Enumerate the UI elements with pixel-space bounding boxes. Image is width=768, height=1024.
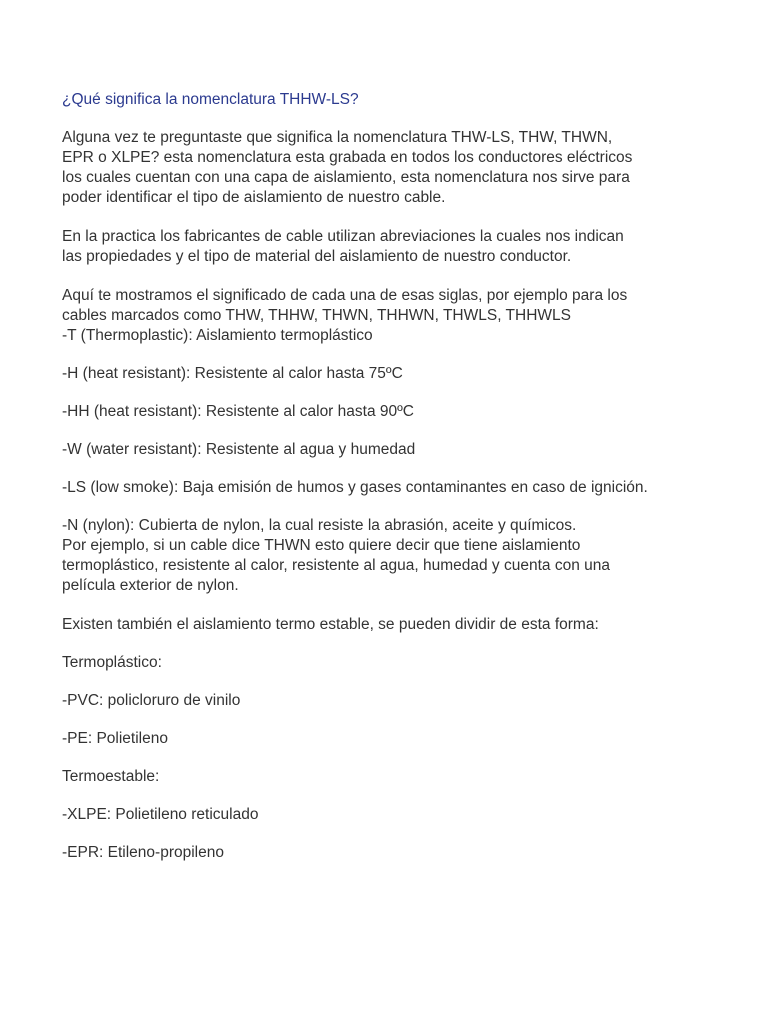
list-item-pe: -PE: Polietileno bbox=[62, 730, 168, 747]
list-item-h: -H (heat resistant): Resistente al calor hasta 75ºC bbox=[62, 365, 403, 382]
document-page bbox=[62, 90, 752, 881]
list-item-t: -T (Thermoplastic): Aislamiento termoplástico bbox=[62, 327, 373, 344]
list-item-hh: -HH (heat resistant): Resistente al calor hasta 90ºC bbox=[62, 403, 414, 420]
heading-termoestable: Termoestable: bbox=[62, 768, 160, 785]
list-item-xlpe: -XLPE: Polietileno reticulado bbox=[62, 806, 259, 823]
list-item-w: -W (water resistant): Resistente al agua y humedad bbox=[62, 441, 416, 458]
list-item-pvc: -PVC: policloruro de vinilo bbox=[62, 692, 241, 709]
meanings-paragraph: Aquí te mostramos el significado de cada una de esas siglas, por ejemplo para los cables marcados como THW, THHW, THWN, THHWN, THWLS, THHWLS bbox=[62, 287, 628, 324]
intro-paragraph: Alguna vez te preguntaste que significa la nomenclatura THW-LS, THW, THWN, EPR o XLPE? esta nomenclatura esta grabada en todos los conductores eléctricos los cuales cuentan con una capa de aislamiento, esta nomenclatura nos sirve para poder identificar el tipo de aislamiento de nuestro cable. bbox=[62, 129, 633, 206]
heading-termoplastico: Termoplástico: bbox=[62, 654, 162, 671]
example-paragraph: Por ejemplo, si un cable dice THWN esto quiere decir que tiene aislamiento termoplástico, resistente al calor, resistente al agua, humedad y cuenta con una película exterior de nylon. bbox=[62, 537, 610, 594]
list-item-ls: -LS (low smoke): Baja emisión de humos y gases contaminantes en caso de ignición. bbox=[62, 479, 648, 496]
thermoset-paragraph: Existen también el aislamiento termo estable, se pueden dividir de esta forma: bbox=[62, 616, 599, 633]
list-item-n: -N (nylon): Cubierta de nylon, la cual resiste la abrasión, aceite y químicos. bbox=[62, 517, 577, 534]
list-item-epr: -EPR: Etileno-propileno bbox=[62, 844, 224, 861]
manufacturers-paragraph: En la practica los fabricantes de cable utilizan abreviaciones la cuales nos indican las propiedades y el tipo de material del aislamiento de nuestro conductor. bbox=[62, 228, 624, 265]
document-title: ¿Qué significa la nomenclatura THHW-LS? bbox=[62, 91, 359, 108]
